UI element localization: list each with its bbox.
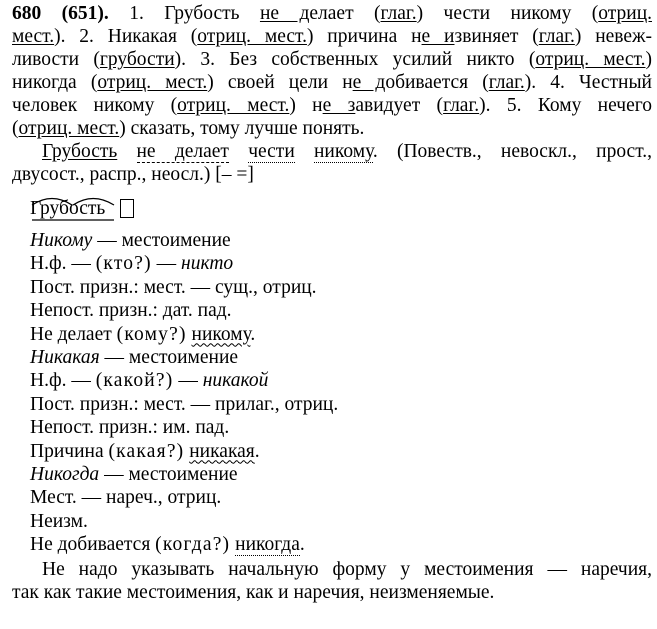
predicate: не делает [136,141,229,162]
parse-line-11: Никогда — местоимение [30,463,238,485]
parse-line-9: Непост. призн.: им. пад. [30,417,230,439]
morph-word: Грубость [30,198,106,219]
subject: Грубость [42,141,118,162]
morpheme-diagram [30,196,140,222]
exercise-block [12,2,652,186]
parse-line-3: Пост. призн.: мест. — сущ., отриц. [30,276,317,298]
parse-line-8: Пост. призн.: мест. — прилаг., отриц. [30,393,339,415]
parse-line-14: Не добивается (когда?) никогда. [30,534,305,556]
parse-line-7: Н.ф. — (какой?) — никакой [30,370,269,392]
parse-line-1: Никому — местоимение [30,230,231,251]
parse-line-2: Н.ф. — (кто?) — никто [30,253,234,275]
parse-lines [30,229,338,556]
exercise-line-4: никогда (отриц. мест.) своей цели не добивается (глаг.). 4. Честный [12,72,652,93]
analysis-line-1: Грубость не делает чести никому. (Повеств., невоскл., прост., [42,141,653,162]
exercise-line-2: мест.). 2. Никакая (отриц. мест.) причина не извиняет (глаг.) невеж- [12,26,653,47]
note-line-2: так как такие местоимения, как и наречия, неизменяемые. [12,582,495,604]
exercise-line-1: 680 (651). 1. Грубость не делает (глаг.) чести никому (отриц. [12,3,652,24]
exercise-number: 680 (651). [12,3,109,24]
zero-ending-box [120,199,134,218]
note [12,558,652,605]
parse-line-5: Не делает (кому?) никому. [30,323,256,345]
parse-line-13: Неизм. [30,510,88,532]
analysis-line-2: двусост., распр., неосл.) [– =] [12,164,254,185]
note-line-1: Не надо указывать начальную форму у местоимения — наречия, [42,559,652,580]
parse-line-4: Непост. призн.: дат. пад. [30,300,232,322]
exercise-text [12,2,652,186]
exercise-line-6: (отриц. мест.) сказать, тому лучше понять. [12,118,365,139]
object-2: никому [314,141,373,162]
exercise-line-3: ливости (грубости). 3. Без собственных усилий никто (отриц. мест.) [12,49,652,70]
exercise-line-5: человек никому (отриц. мест.) не завидует (глаг.). 5. Кому нечего [12,95,652,116]
parse-line-10: Причина (какая?) никакая. [30,440,260,462]
object-1: чести [248,141,295,162]
parse-line-12: Мест. — нареч., отриц. [30,487,222,509]
parse-line-6: Никакая — местоимение [30,346,239,368]
